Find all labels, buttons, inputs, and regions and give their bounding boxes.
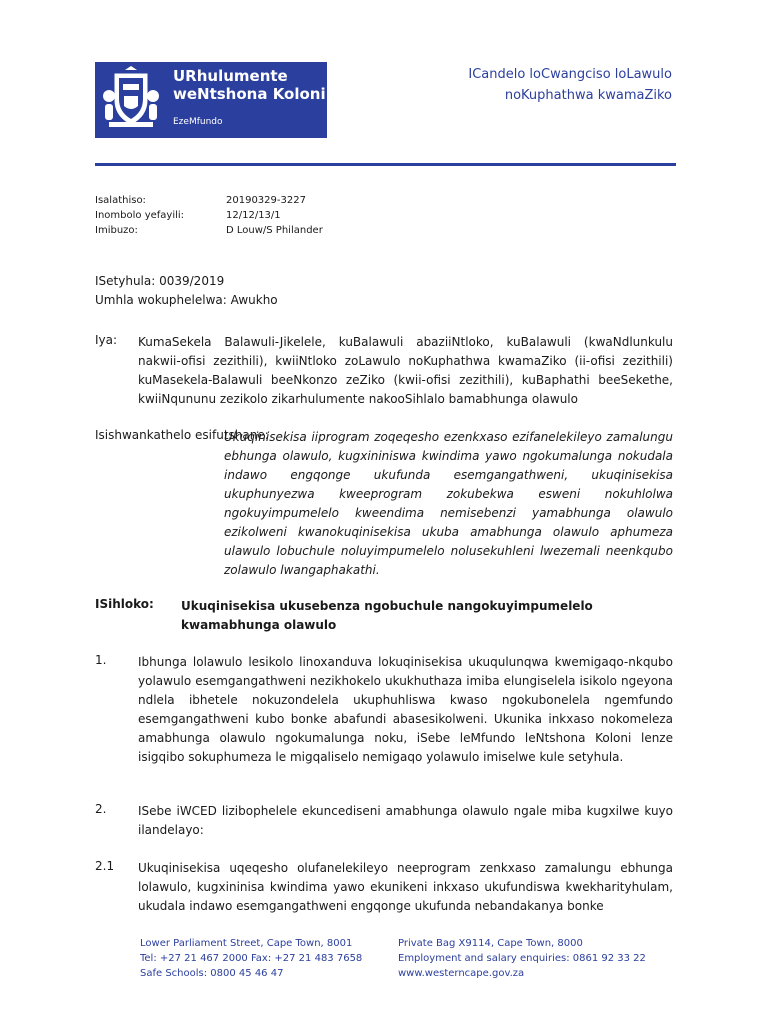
reference-row xyxy=(95,208,323,223)
footer-line: Safe Schools: 0800 45 46 47 xyxy=(140,968,284,979)
addressee-text: KumaSekela Balawuli-Jikelele, kuBalawuli abaziiNtloko, kuBalawuli (kwaNdlunkulu nakwii-ofisi zezithili), kwiiNtloko zoLawulo noKuphathwa kwamaZiko (ii-ofisi zezithili) kuMasekela-Balawuli beeNkonzo zeZiko (kwii-ofisi zezithili), kuBaphathi beeSekethe, kwiiNqununu zezikolo zikarhulumente nakooSihlalo bamabhunga olawulo xyxy=(138,335,673,406)
footer-contact xyxy=(398,936,646,981)
department-line1: ICandelo loCwangciso loLawulo xyxy=(468,67,672,82)
logo-title-line1: URhulumente xyxy=(173,67,288,85)
department-heading xyxy=(468,64,672,106)
footer-line: Private Bag X9114, Cape Town, 8000 xyxy=(398,938,583,949)
footer-website-link[interactable]: www.westerncape.gov.za xyxy=(398,968,525,979)
reference-label: Isalathiso: xyxy=(95,195,146,206)
circular-expiry: Umhla wokuphelelwa: Awukho xyxy=(95,293,278,307)
paragraph-text: ISebe iWCED lizibophelele ekuncediseni amabhunga olawulo ngale miba kugxilwe kuyo ilandelayo: xyxy=(138,804,673,837)
subject-label: ISihloko: xyxy=(95,597,154,611)
paragraph-number: 2.1 xyxy=(95,859,115,873)
reference-row xyxy=(95,193,323,208)
reference-table xyxy=(95,193,323,238)
logo-title-line2: weNtshona Koloni xyxy=(173,85,326,103)
reference-label: Imibuzo: xyxy=(95,225,138,236)
reference-row xyxy=(95,223,323,238)
paragraph-text: Ukuqinisekisa uqeqesho olufanelekileyo neeprogram zenkxaso zamalungu ebhunga lolawulo, kugxininisa kwindima yawo ekunikeni inkxaso ukufundiswa kwekharityhulam, ukudala indawo esemgangathweni engqonge ukufunda nebandakanya bonke xyxy=(138,861,673,913)
addressee-label: Iya: xyxy=(95,333,118,347)
paragraph-text: Ibhunga lolawulo lesikolo linoxanduva lokuqinisekisa ukuqulunqwa kwemigaqo-nkqubo yolawulo esemgangathweni nezikhokelo ukukhuthaza imiba elungiselela isikolo ngeyona ndlela ibhetele nokuzondelela ukuphuhliswa kwaso ngokubonelela ngemfundo esemgangathweni kubo bonke abafundi abasesikolweni. Ukunika inkxaso nokomeleza amabhunga olawulo ngokumalunga noku, iSebe leMfundo leNtshona Koloni lenze isigqibo sokuphumeza le migqaliselo nemigaqo yolawulo imiselwe kule setyhula. xyxy=(138,655,673,764)
footer-line: Tel: +27 21 467 2000 Fax: +27 21 483 7658 xyxy=(140,953,363,964)
paragraph-number: 1. xyxy=(95,653,107,667)
reference-label: Inombolo yefayili: xyxy=(95,210,185,221)
header-divider xyxy=(95,163,676,166)
circular-number: ISetyhula: 0039/2019 xyxy=(95,274,225,288)
paragraph-number: 2. xyxy=(95,802,107,816)
reference-value: 12/12/13/1 xyxy=(226,210,281,221)
coat-of-arms-icon xyxy=(101,66,161,128)
department-line2: noKuphathwa kwamaZiko xyxy=(504,88,672,103)
footer-address xyxy=(140,936,362,981)
footer-line: Employment and salary enquiries: 0861 92 33 22 xyxy=(398,953,646,964)
reference-value: 20190329-3227 xyxy=(226,195,306,206)
logo-title xyxy=(173,67,326,103)
logo-banner xyxy=(95,62,327,138)
summary-label: Isishwankathelo esifutshane: xyxy=(95,428,269,442)
logo-subtitle: EzeMfundo xyxy=(173,117,223,127)
reference-value: D Louw/S Philander xyxy=(226,225,323,236)
footer-line: Lower Parliament Street, Cape Town, 8001 xyxy=(140,938,353,949)
subject-text: Ukuqinisekisa ukusebenza ngobuchule nangokuyimpumelelo kwamabhunga olawulo xyxy=(181,599,593,632)
summary-text: Ukuqinisekisa iiprogram zoqeqesho ezenkxaso ezifanelekileyo zamalungu ebhunga olawulo, kugxininiswa kwindima yawo ngokumalunga nokudala indawo engqonge ukufunda esemgangathweni, ukuqinisekisa ukuphunyezwa kweeprogram zokubekwa esweni nokuhlolwa ngokuyimpumelelo kweendima nemisebenzi yamabhunga olawulo ezikolweni kwanokuqinisekisa ukuba amabhunga olawulo aphumeza ulawulo lobuchule noluyimpumelelo nolusekuhleni lwezemali neenkqubo zolawulo lwangaphakathi. xyxy=(224,430,673,577)
circular-info xyxy=(95,272,278,310)
